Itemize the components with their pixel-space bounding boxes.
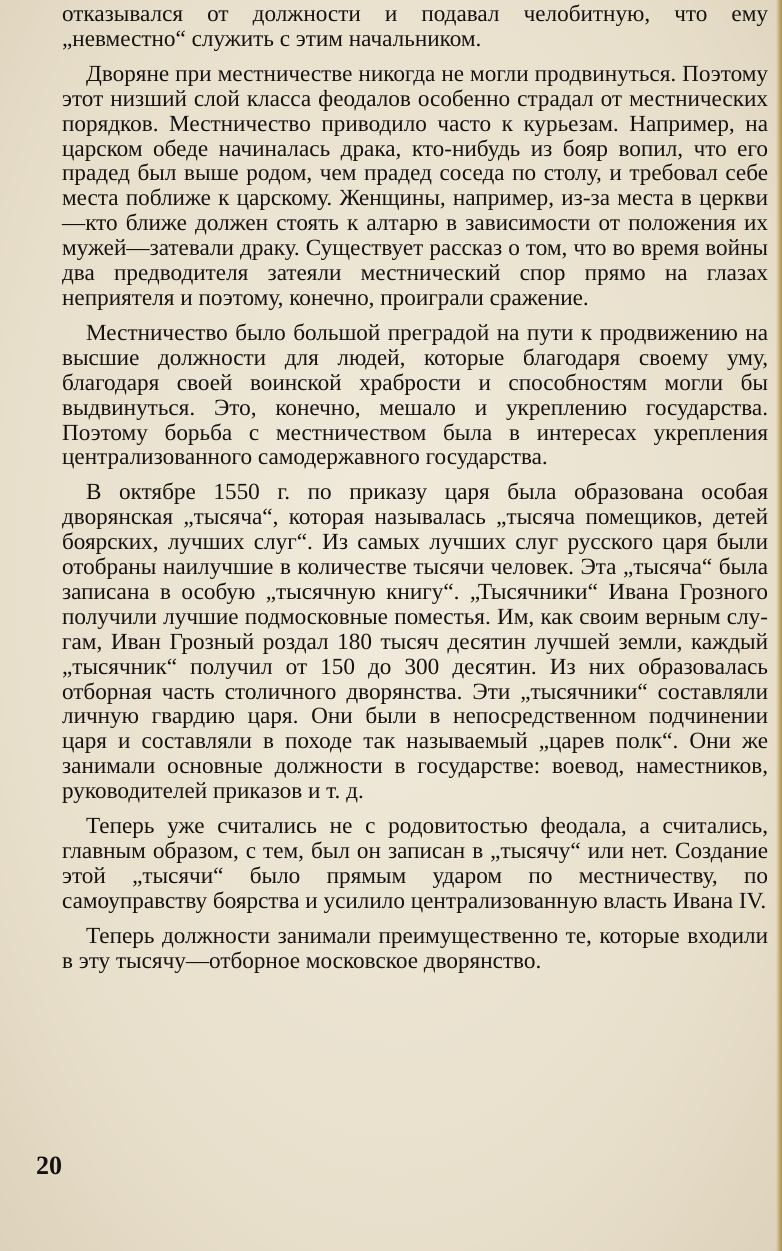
page-edge-shadow [776,0,782,1251]
page-number: 20 [36,1151,62,1180]
paragraph-now-counted: Теперь уже считались не с родовитостью феодала, а считались, главным образом, с тем, был он записан в „тысячу“ или нет. Создание этой „тысячи“ было прямым ударом по местничеству, по самоуправству боярства и усилило централизованную власть Ивана IV. [62,813,768,914]
paragraph-obstacle: Местничество было большой преградой на пути к продвижению на высшие должности для людей, которые благодаря своему уму, благодаря своей воинской храбрости и способностям могли бы выдвинуться. Это, конечно, мешало и укреплению государства. Поэтому борьба с местничеством была в интересах укрепления централизованного самодержавного государства. [62,319,768,471]
paragraph-thousand: В октябре 1550 г. по приказу царя была образована особая дворянская „тысяча“, которая называлась „тысяча помещиков, детей боярских, лучших слуг“. Из самых лучших слуг русского царя были отобраны наилучшие в количестве тысячи человек. Эта „тысяча“ была записана в особую „тысячную книгу“. „Тысячники“ Ивана Грозного получили лучшие подмосковные поместья. Им, как своим верным слугам, Иван Грозный роздал 180 тысяч десятин лучшей земли, каждый „тысячник“ получил от 150 до 300 десятин. Из них образовалась отборная часть столичного дворянства. Эти „тысячники“ составляли личную гвардию царя. Они были в непосредственном подчинении царя и составляли в походе так называемый „царев полк“. Они же занимали основные должности в государстве: воевод, наместников, руководителей приказов и т. д. [62,479,768,805]
body-text [62,2,768,984]
paragraph-nobility: Дворяне при местничестве никогда не могли продвинуться. Поэтому этот низший слой класса феодалов особенно страдал от местнических порядков. Местничество приводило часто к курьезам. Например, на царском обеде начиналась драка, кто-нибудь из бояр вопил, что его прадед был выше родом, чем прадед соседа по столу, и требовал себе места поближе к царскому. Женщины, например, из-за места в церкви—кто ближе должен стоять к алтарю в зависимости от положения их мужей—затевали драку. Существует рассказ о том, что во время войны два предводителя затеяли местнический спор прямо на глазах неприятеля и поэтому, конечно, проиграли сражение. [62,60,768,311]
paragraph-positions: Теперь должности занимали преимущественно те, которые входили в эту тысячу—отборное московское дворянство. [62,922,768,974]
paragraph-continuation: отказывался от должности и подавал челобитную, что ему „невместно“ служить с этим начальником. [62,1,768,52]
